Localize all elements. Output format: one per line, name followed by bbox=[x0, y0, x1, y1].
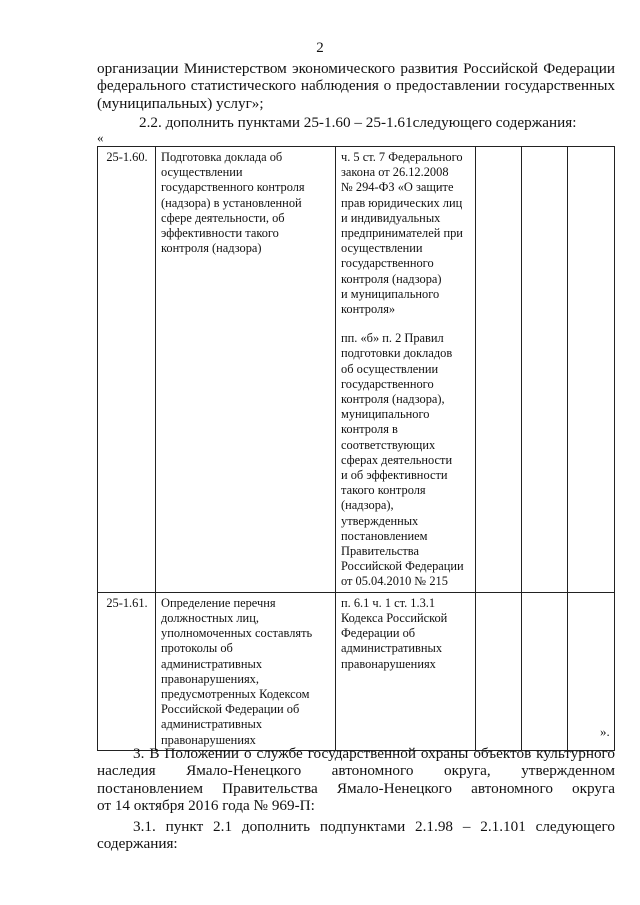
intro-line: организации Министерством экономического развития Российской Федерации bbox=[97, 60, 615, 77]
empty-cell bbox=[476, 147, 522, 593]
table-row bbox=[98, 592, 615, 750]
section-3-line: 3. В Положении о службе государственной охраны объектов культурного bbox=[133, 745, 615, 762]
open-quote: « bbox=[97, 130, 104, 145]
basis-text: пп. «б» п. 2 Правил подготовки докладов об осуществлении государственного контроля (надзора), муниципального контроля в соответствующих сферах деятельности и об эффективности такого контроля (надзора), утвержденных постановлением Правительства Российской Федерации от 05.04.2010 № 215 bbox=[341, 331, 464, 589]
clause-2-2: 2.2. дополнить пунктами 25-1.60 – 25-1.61следующего содержания: bbox=[139, 114, 577, 131]
item-number: 25-1.61. bbox=[98, 592, 156, 750]
close-quote: ». bbox=[600, 724, 610, 739]
empty-cell bbox=[476, 592, 522, 750]
section-3-paragraph bbox=[97, 745, 615, 815]
page-number: 2 bbox=[316, 40, 324, 56]
item-basis bbox=[336, 147, 476, 593]
item-number: 25-1.60. bbox=[98, 147, 156, 593]
item-name: Подготовка доклада об осуществлении государственного контроля (надзора) в установленной сфере деятельности, об эффективности такого контроля (надзора) bbox=[156, 147, 336, 593]
section-3-line: постановлением Правительства Ямало-Ненецкого автономного округа bbox=[97, 779, 615, 797]
section-3-line: наследия Ямало-Ненецкого автономного округа, утвержденном bbox=[97, 762, 615, 780]
section-3-line: от 14 октября 2016 года № 969-П: bbox=[97, 797, 315, 815]
intro-line: федерального статистического наблюдения о предоставлении государственных bbox=[97, 77, 615, 95]
item-basis bbox=[336, 592, 476, 750]
table-row bbox=[98, 147, 615, 593]
intro-line: (муниципальных) услуг»; bbox=[97, 94, 264, 112]
basis-text: ч. 5 ст. 7 Федерального закона от 26.12.2008 № 294-ФЗ «О защите прав юридических лиц и индивидуальных предпринимателей при осуществлении государственного контроля (надзора) и муниципального контроля» bbox=[341, 150, 463, 317]
clause-3-1-paragraph bbox=[97, 818, 615, 853]
basis-text: п. 6.1 ч. 1 ст. 1.3.1 Кодекса Российской Федерации об административных правонарушениях bbox=[341, 595, 448, 671]
clause-3-1-line: содержания: bbox=[97, 835, 178, 853]
empty-cell bbox=[568, 147, 615, 593]
items-table bbox=[97, 146, 615, 751]
empty-cell bbox=[522, 592, 568, 750]
clause-3-1-line: 3.1. пункт 2.1 дополнить подпунктами 2.1.98 – 2.1.101 следующего bbox=[133, 818, 615, 835]
item-name: Определение перечня должностных лиц, уполномоченных составлять протоколы об административных правонарушениях, предусмотренных Кодексом Российской Федерации об административных правонарушениях bbox=[156, 592, 336, 750]
empty-cell bbox=[522, 147, 568, 593]
intro-paragraph bbox=[97, 60, 615, 112]
